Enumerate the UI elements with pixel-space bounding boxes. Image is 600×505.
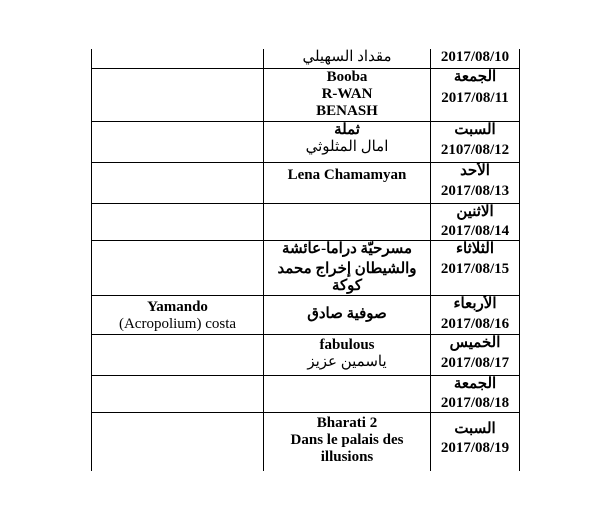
extra-cell	[92, 335, 264, 376]
day-name: الجمعة	[453, 376, 497, 392]
festival-schedule-table	[91, 49, 520, 471]
event-cell	[264, 49, 431, 69]
date-cell	[431, 413, 520, 472]
day-name: الخميس	[449, 335, 501, 351]
extra-cell	[92, 413, 264, 472]
event-line: مسرحيّة دراما-عائشة	[281, 241, 413, 257]
date-cell	[431, 204, 520, 241]
date-text: 2017/08/18	[440, 395, 510, 411]
date-text: 2017/08/15	[440, 261, 510, 277]
schedule-row	[92, 204, 520, 241]
date-cell	[431, 49, 520, 69]
extra-cell	[92, 49, 264, 69]
event-line: Dans le palais des	[290, 432, 404, 448]
date-cell	[431, 376, 520, 413]
extra-cell	[92, 376, 264, 413]
day-name: الأحد	[460, 163, 490, 179]
extra-line: Yamando	[147, 299, 208, 315]
day-name: الاثنين	[456, 204, 494, 220]
event-line: والشيطان إخراج محمد كوكة	[277, 261, 417, 294]
date-text: 2017/08/13	[440, 183, 510, 199]
schedule-row	[92, 335, 520, 376]
schedule-row	[92, 413, 520, 472]
event-cell	[264, 69, 431, 122]
date-text: 2017/08/14	[440, 223, 510, 239]
event-line: R-WAN	[321, 86, 373, 102]
extra-cell	[92, 241, 264, 296]
date-cell	[431, 296, 520, 335]
event-line: Booba	[326, 69, 368, 85]
date-text: 2017/08/17	[440, 355, 510, 371]
event-cell	[264, 413, 431, 472]
date-cell	[431, 69, 520, 122]
event-cell	[264, 204, 431, 241]
event-line: Lena Chamamyan	[287, 167, 407, 183]
event-cell	[264, 241, 431, 296]
extra-cell	[92, 163, 264, 204]
schedule-row	[92, 296, 520, 335]
extra-cell	[92, 204, 264, 241]
event-line: صوفية صادق	[307, 306, 387, 322]
extra-cell	[92, 122, 264, 163]
event-line: fabulous	[319, 337, 375, 353]
date-cell	[431, 163, 520, 204]
event-cell	[264, 296, 431, 335]
day-name: الثلاثاء	[455, 241, 494, 257]
event-line: امال المثلوثي	[305, 139, 389, 155]
schedule-row	[92, 376, 520, 413]
schedule-body	[92, 49, 520, 471]
event-line: ياسمين عزيز	[307, 354, 387, 370]
date-text: 2107/08/12	[440, 142, 510, 158]
event-cell	[264, 163, 431, 204]
date-text: 2017/08/11	[441, 90, 509, 106]
day-name: الجمعة	[453, 69, 497, 85]
extra-line: (Acropolium) costa	[118, 316, 237, 332]
date-cell	[431, 335, 520, 376]
event-cell	[264, 376, 431, 413]
schedule-row	[92, 122, 520, 163]
event-line: ثملة	[334, 122, 360, 138]
event-cell	[264, 335, 431, 376]
extra-cell	[92, 296, 264, 335]
date-cell	[431, 241, 520, 296]
date-cell	[431, 122, 520, 163]
day-name: السبت	[454, 122, 496, 138]
day-name: السبت	[454, 421, 496, 437]
event-line: مقداد السهيلي	[302, 49, 392, 65]
event-line: Bharati 2	[316, 415, 378, 431]
day-name: الأربعاء	[453, 296, 497, 312]
date-text: 2017/08/19	[440, 440, 510, 456]
event-cell	[264, 122, 431, 163]
event-line: illusions	[320, 449, 374, 465]
schedule-row	[92, 241, 520, 296]
schedule-row	[92, 163, 520, 204]
extra-cell	[92, 69, 264, 122]
schedule-row	[92, 69, 520, 122]
schedule-row	[92, 49, 520, 69]
date-text: 2017/08/16	[440, 316, 510, 332]
date-text: 2017/08/10	[440, 49, 510, 65]
event-line: BENASH	[316, 103, 378, 119]
